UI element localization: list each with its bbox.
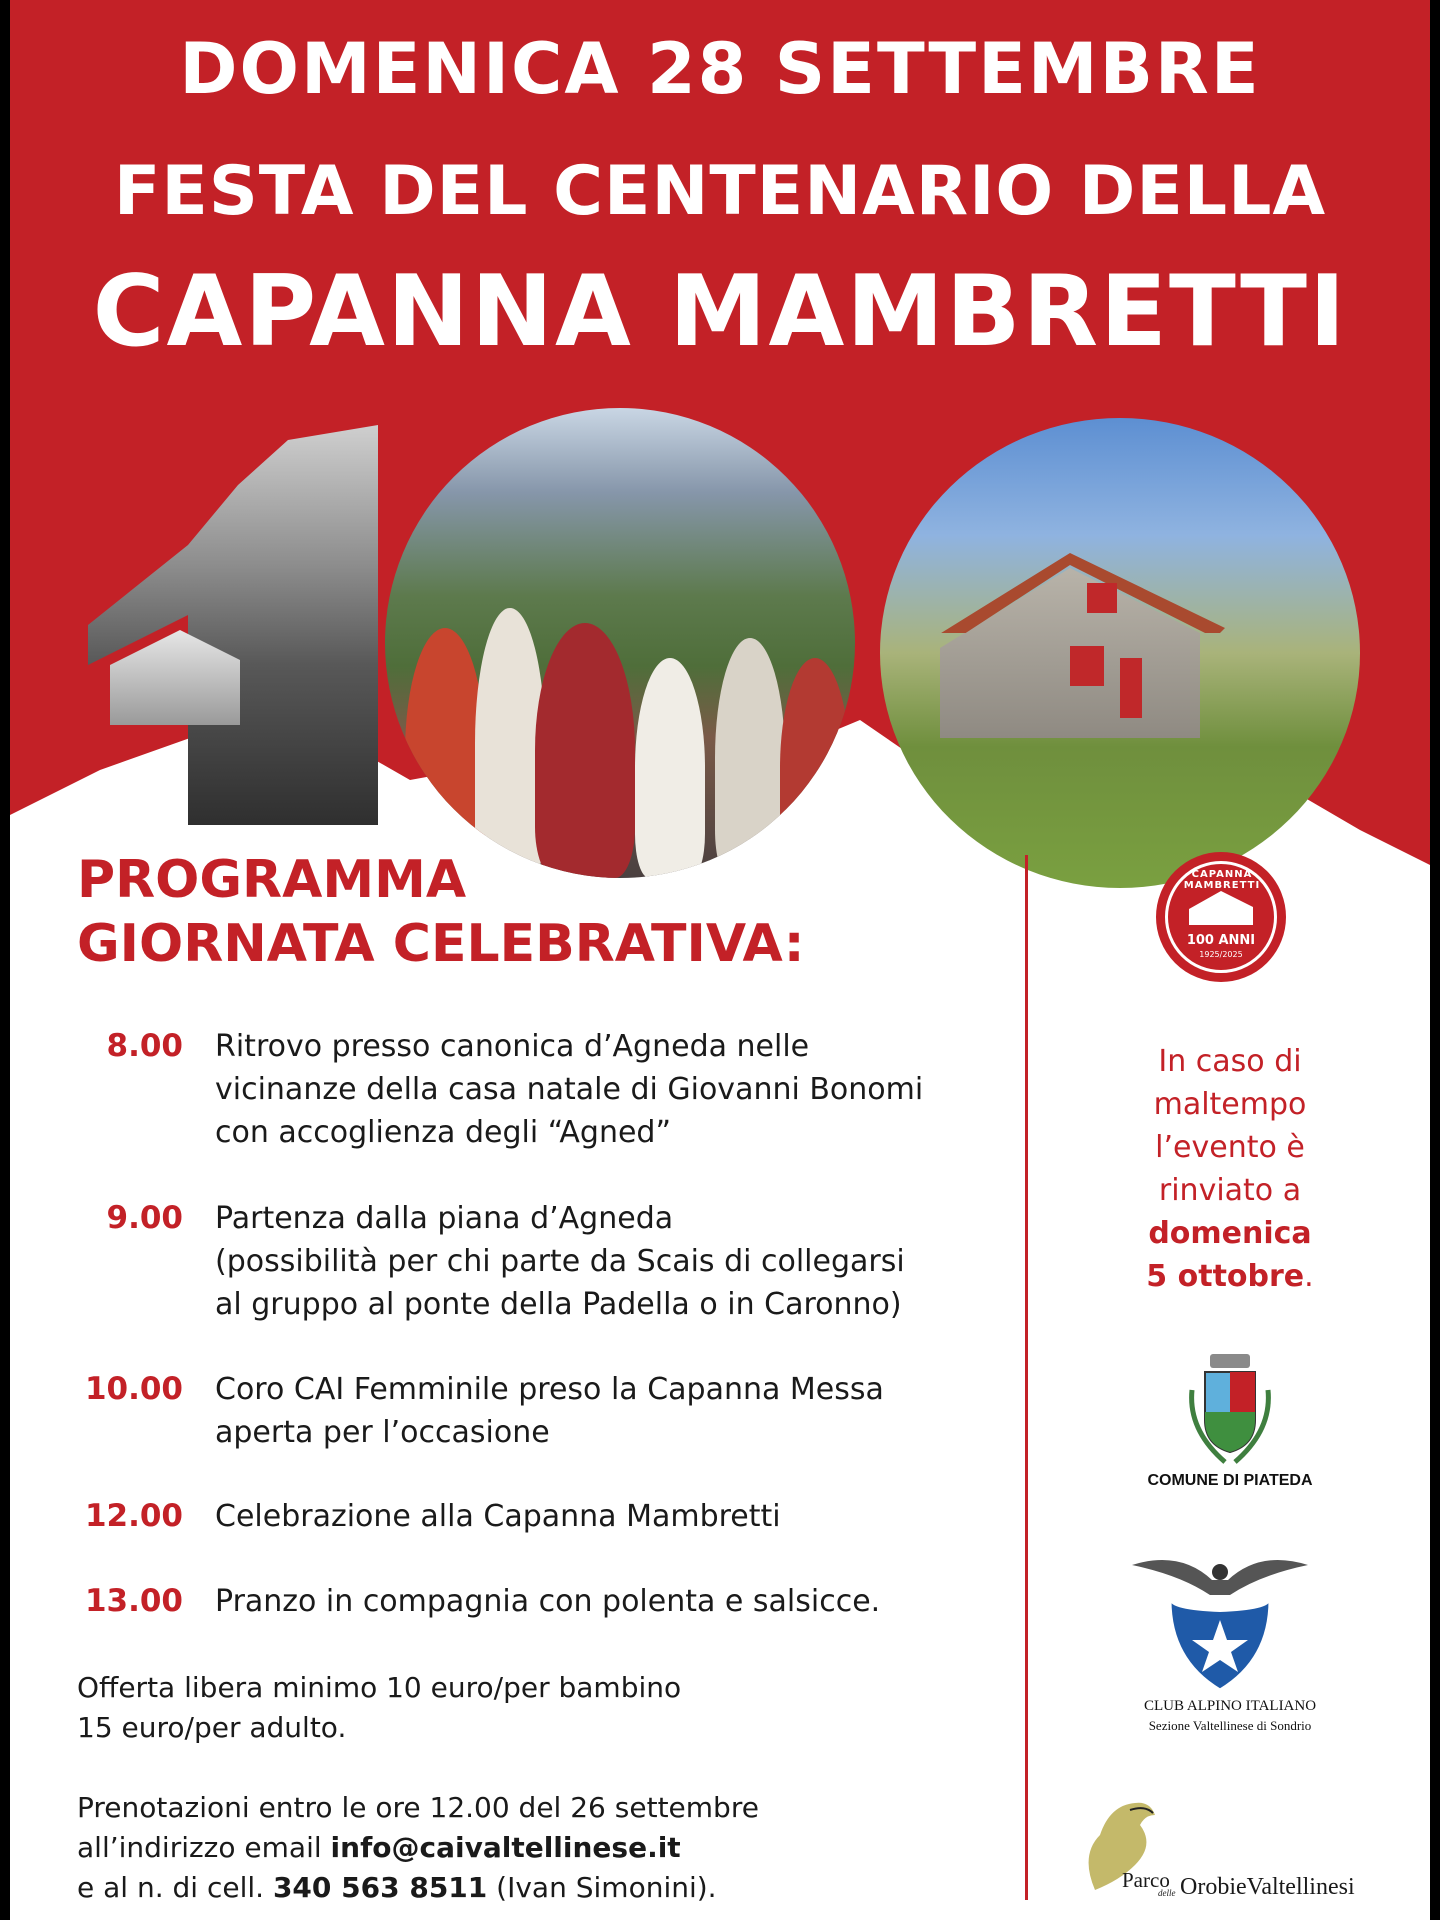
schedule-time: 10.00: [84, 1371, 183, 1407]
booking-line-3: [77, 1868, 759, 1908]
program-title-line-2: GIORNATA CELEBRATIVA:: [77, 914, 805, 974]
weather-day: domenica: [1148, 1216, 1312, 1251]
offer-line-1: Offerta libera minimo 10 euro/per bambino: [77, 1671, 682, 1704]
schedule-line: vicinanze della casa natale di Giovanni Bonomi: [215, 1072, 924, 1107]
booking-line-2: [77, 1828, 759, 1868]
badge-years: 100 ANNI: [1186, 933, 1256, 948]
title-line-2: CAPANNA MAMBRETTI: [92, 255, 1348, 369]
poster: [10, 0, 1430, 1920]
booking-phone[interactable]: 340 563 8511: [272, 1871, 488, 1904]
comune-coat-of-arms-icon: [1180, 1350, 1280, 1470]
booking-phone-prefix: e al n. di cell.: [77, 1871, 273, 1904]
cai-name: CLUB ALPINO ITALIANO: [1143, 1698, 1317, 1714]
schedule-line: Partenza dalla piana d’Agneda: [215, 1201, 674, 1236]
offer-line-2: 15 euro/per adulto.: [77, 1711, 347, 1744]
hut-door: [1120, 658, 1142, 718]
hiker-figure: [405, 628, 485, 878]
weather-line: maltempo: [1153, 1087, 1307, 1122]
cai-eagle-shield-icon: [1130, 1550, 1310, 1700]
program-title: [77, 848, 805, 976]
hut-window: [1087, 583, 1117, 613]
comune-name: COMUNE DI PIATEDA: [1147, 1472, 1313, 1489]
centenary-badge-logo: [1156, 852, 1286, 982]
schedule-line: Pranzo in compagnia con polenta e salsicce.: [215, 1584, 881, 1619]
weather-line: In caso di: [1158, 1044, 1302, 1079]
parco-word: Parco: [1122, 1868, 1170, 1892]
schedule-line: con accoglienza degli “Agned”: [215, 1115, 672, 1150]
schedule-line: Ritrovo presso canonica d’Agneda nelle: [215, 1029, 810, 1064]
weather-line: rinviato a: [1158, 1173, 1302, 1208]
hut-window: [1070, 646, 1104, 686]
schedule-line: Coro CAI Femminile preso la Capanna Messa: [215, 1372, 884, 1407]
weather-line: [1070, 1255, 1390, 1298]
schedule-line: Celebrazione alla Capanna Mambretti: [215, 1499, 781, 1534]
schedule-description: [215, 1368, 995, 1454]
schedule-time: 9.00: [106, 1200, 183, 1236]
badge-year-range: 1925/2025: [1199, 950, 1243, 959]
booking-info: [77, 1788, 759, 1908]
booking-line-1: Prenotazioni entro le ore 12.00 del 26 settembre: [77, 1791, 759, 1824]
weather-date: 5 ottobre: [1146, 1259, 1305, 1294]
hiker-figure: [535, 623, 635, 878]
schedule-description: [215, 1495, 995, 1538]
schedule-time: 13.00: [84, 1583, 183, 1619]
zero-photo-capanna-mambretti: [880, 418, 1360, 888]
cai-section: Sezione Valtellinese di Sondrio: [1148, 1718, 1312, 1733]
badge-arc-text: CAPANNA MAMBRETTI: [1183, 869, 1261, 891]
weather-line: l’evento è: [1155, 1130, 1305, 1165]
bad-weather-notice: [1070, 1040, 1390, 1298]
weather-period: .: [1304, 1259, 1314, 1294]
schedule-line: al gruppo al ponte della Padella o in Caronno): [215, 1287, 902, 1322]
schedule-description: [215, 1025, 995, 1154]
zero-photo-group-of-hikers: [385, 408, 855, 878]
weather-line: [1070, 1212, 1390, 1255]
schedule-time: 8.00: [106, 1028, 183, 1064]
booking-email[interactable]: info@caivaltellinese.it: [330, 1831, 681, 1864]
booking-contact-name: (Ivan Simonini).: [487, 1871, 717, 1904]
title-line-1: FESTA DEL CENTENARIO DELLA: [113, 152, 1327, 231]
schedule-line: (possibilità per chi parte da Scais di collegarsi: [215, 1244, 905, 1279]
hiker-figure: [780, 658, 850, 878]
hiker-figure: [715, 638, 785, 878]
schedule-description: [215, 1197, 995, 1326]
vertical-divider: [1025, 855, 1028, 1900]
schedule-line: aperta per l’occasione: [215, 1415, 550, 1450]
event-date: DOMENICA 28 SETTEMBRE: [179, 28, 1261, 110]
digit-one-historic-photo: [88, 425, 378, 825]
offer-info: [77, 1668, 681, 1748]
schedule-description: [215, 1580, 995, 1623]
program-title-line-1: PROGRAMMA: [77, 850, 467, 910]
parco-name: OrobieValtellinesi: [1180, 1874, 1355, 1900]
centenary-100-photo-collage: [10, 400, 1430, 840]
schedule-time: 12.00: [84, 1498, 183, 1534]
parco-delle: delle: [1158, 1888, 1176, 1898]
booking-email-prefix: all’indirizzo email: [77, 1831, 331, 1864]
hiker-figure: [635, 658, 705, 878]
